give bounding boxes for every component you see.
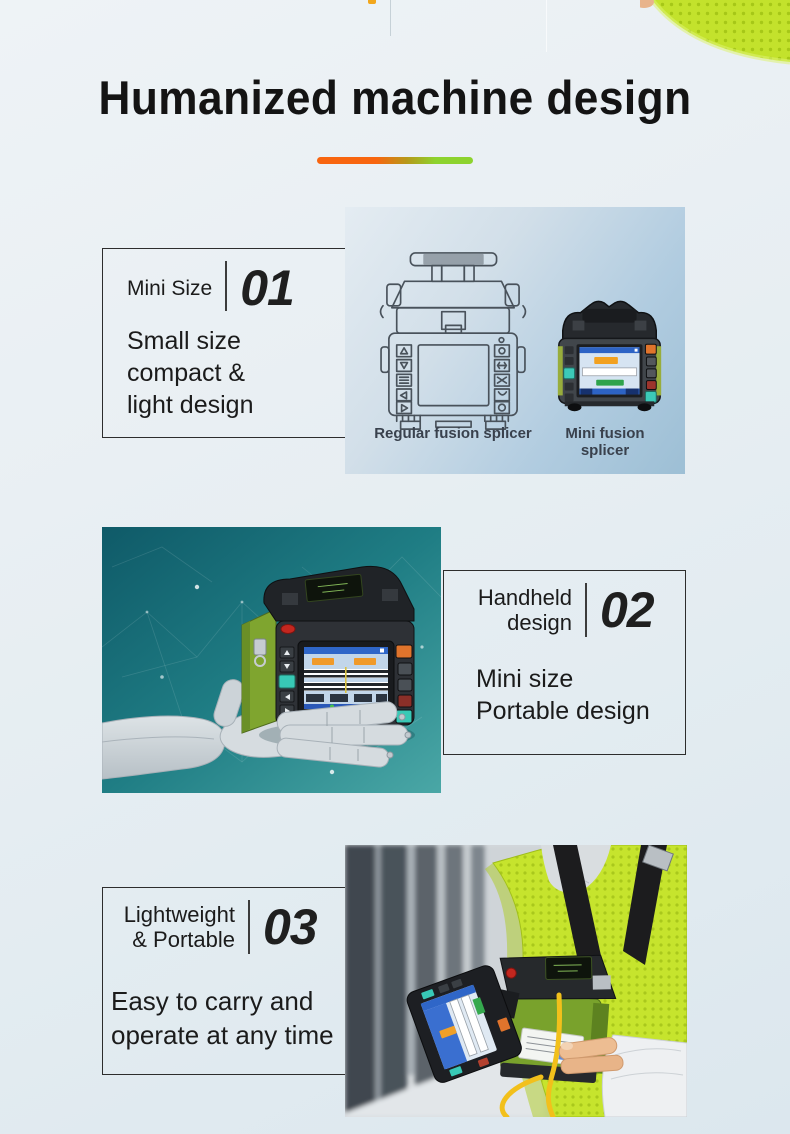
feature-head <box>472 583 658 637</box>
background-seam <box>546 0 547 52</box>
lanyard-tip-decoration <box>368 0 376 4</box>
robot-fingers <box>276 701 411 768</box>
feature-label <box>472 585 572 635</box>
feature-number: 03 <box>263 899 317 955</box>
description-line: Small size <box>127 327 241 355</box>
label-number-divider <box>248 900 250 954</box>
page-title: Humanized machine design <box>98 71 692 124</box>
feature-box-lightweight <box>102 887 382 1075</box>
label-line: Lightweight <box>123 902 235 927</box>
feature-label <box>113 902 235 952</box>
description-line: operate at any time <box>111 1020 334 1050</box>
label-number-divider <box>585 583 587 637</box>
label-number-divider <box>225 261 227 311</box>
feature-description <box>127 325 253 421</box>
description-line: light design <box>127 391 254 419</box>
regular-splicer-line-drawing <box>367 249 539 435</box>
feature-description <box>476 663 650 727</box>
feature-box-handheld <box>443 570 686 755</box>
caption-mini-splicer: Mini fusion splicer <box>565 425 645 459</box>
feature-label: Mini Size <box>127 276 213 300</box>
background-seam <box>390 0 391 36</box>
feature-box-mini-size <box>102 248 380 438</box>
worker-carrying-photo <box>345 845 687 1117</box>
caption-regular-splicer: Regular fusion splicer <box>374 425 532 442</box>
feature-number: 02 <box>600 582 654 638</box>
description-line: Easy to carry and <box>111 986 314 1016</box>
description-line: Portable design <box>476 697 650 725</box>
label-line: & Portable <box>132 927 235 952</box>
feature-number: 01 <box>240 260 294 316</box>
mini-splicer-illustration <box>552 297 667 423</box>
robot-hand-photo <box>102 527 441 793</box>
label-line: design <box>507 610 572 635</box>
feature-head <box>127 261 298 315</box>
description-line: compact & <box>127 359 246 387</box>
feature-head <box>113 900 321 954</box>
feature-description <box>111 984 334 1052</box>
accent-underline-bar <box>317 157 473 164</box>
label-line: Handheld <box>477 585 572 610</box>
size-comparison-panel <box>345 207 685 474</box>
description-line: Mini size <box>476 665 574 693</box>
